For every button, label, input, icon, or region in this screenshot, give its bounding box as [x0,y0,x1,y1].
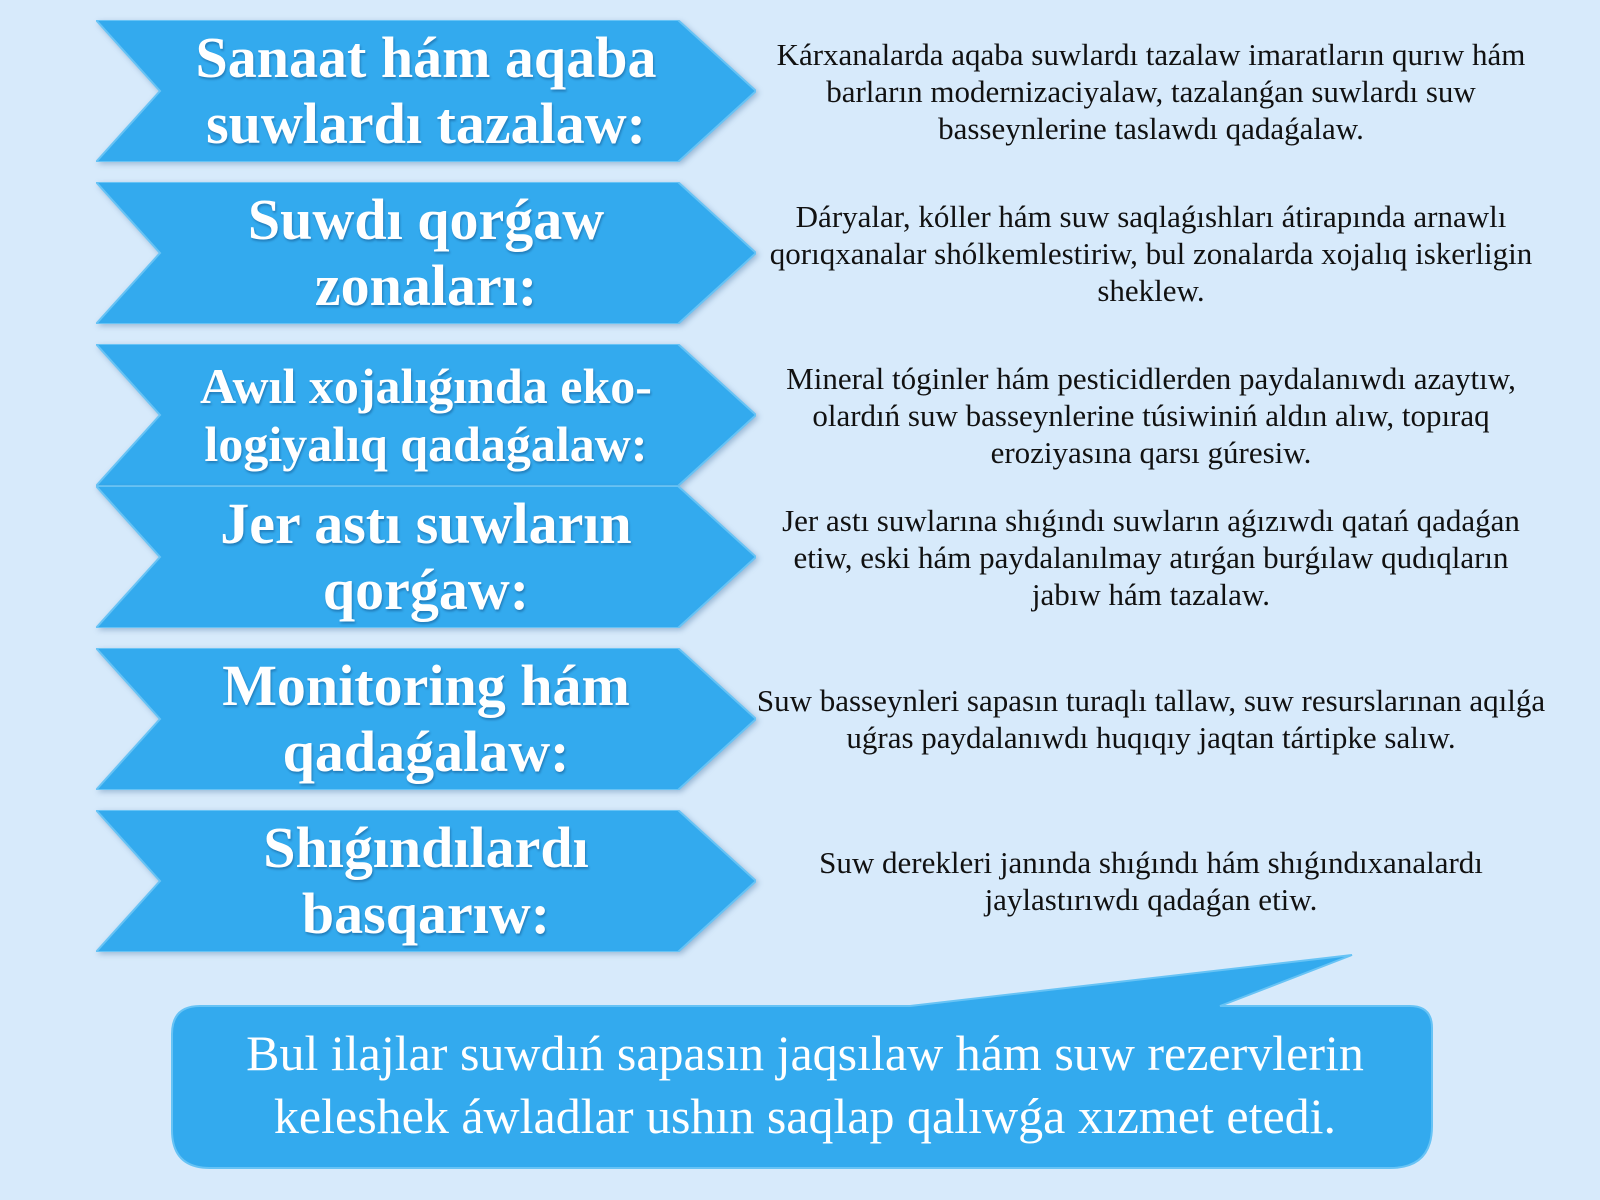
measure-title: Awıl xojalıǵında eko-logiyalıq qadaǵalaw: [200,358,652,472]
measure-row-1 [96,20,1526,162]
measure-title: Suwdı qorǵaw zonaları: [247,187,605,318]
chevron-arrow [96,486,756,628]
measure-row-3 [96,344,1516,486]
measure-row-2 [96,182,1533,324]
conclusion-text: Bul ilajlar suwdıń sapasın jaqsılaw hám suw rezervlerin keleshek áwladlar ushın saqlap qalıwǵa xızmet etedi. [246,1025,1364,1144]
chevron-arrow [96,810,756,952]
measure-row-6 [96,810,1486,952]
measure-description: Kárxanalarda aqaba suwlardı tazalaw imaratların qurıw hám barların modernizaciyalaw, tazalanǵan suwlardı suw basseynlerine taslawdı qadaǵalaw. [776,36,1526,146]
measure-description: Suw basseynleri sapasın turaqlı tallaw, suw resurslarınan aqılǵa uǵras paydalanıwdı huqıqıy jaqtan tártipke salıw. [756,683,1546,755]
measure-title: Sanaat hám aqaba suwlardı tazalaw: [195,25,657,156]
measure-title: Monitoring hám qadaǵalaw: [222,653,630,784]
measure-row-5 [96,648,1546,790]
measure-description: Suw derekleri janında shıǵındı hám shıǵındıxanalardı jaylastırıwdı qadaǵan etiw. [819,845,1483,917]
measure-description: Jer astı suwlarına shıǵındı suwların aǵızıwdı qatań qadaǵan etiw, eski hám paydalanılmay atırǵan burǵılaw qudıqların jabıw hám tazalaw. [782,502,1520,612]
chevron-arrow [96,182,756,324]
chevron-arrow [96,648,756,790]
chevron-arrow [96,344,756,486]
measure-title: Jer astı suwların qorǵaw: [220,491,632,622]
measure-description: Dáryalar, kóller hám suw saqlaǵıshları átirapında arnawlı qorıqxanalar shólkemlestiriw, bul zonalarda xojalıq iskerligin sheklew. [769,198,1533,308]
measure-description: Mineral tóginler hám pesticidlerden paydalanıwdı azaytıw, olardıń suw basseynlerine túsiwiniń aldın alıw, topıraq eroziyasına qarsı gúresiw. [786,360,1516,470]
conclusion-callout [170,940,1440,1170]
measure-row-4 [96,486,1520,628]
chevron-arrow [96,20,756,162]
measure-title: Shıǵındılardı basqarıw: [263,815,589,946]
